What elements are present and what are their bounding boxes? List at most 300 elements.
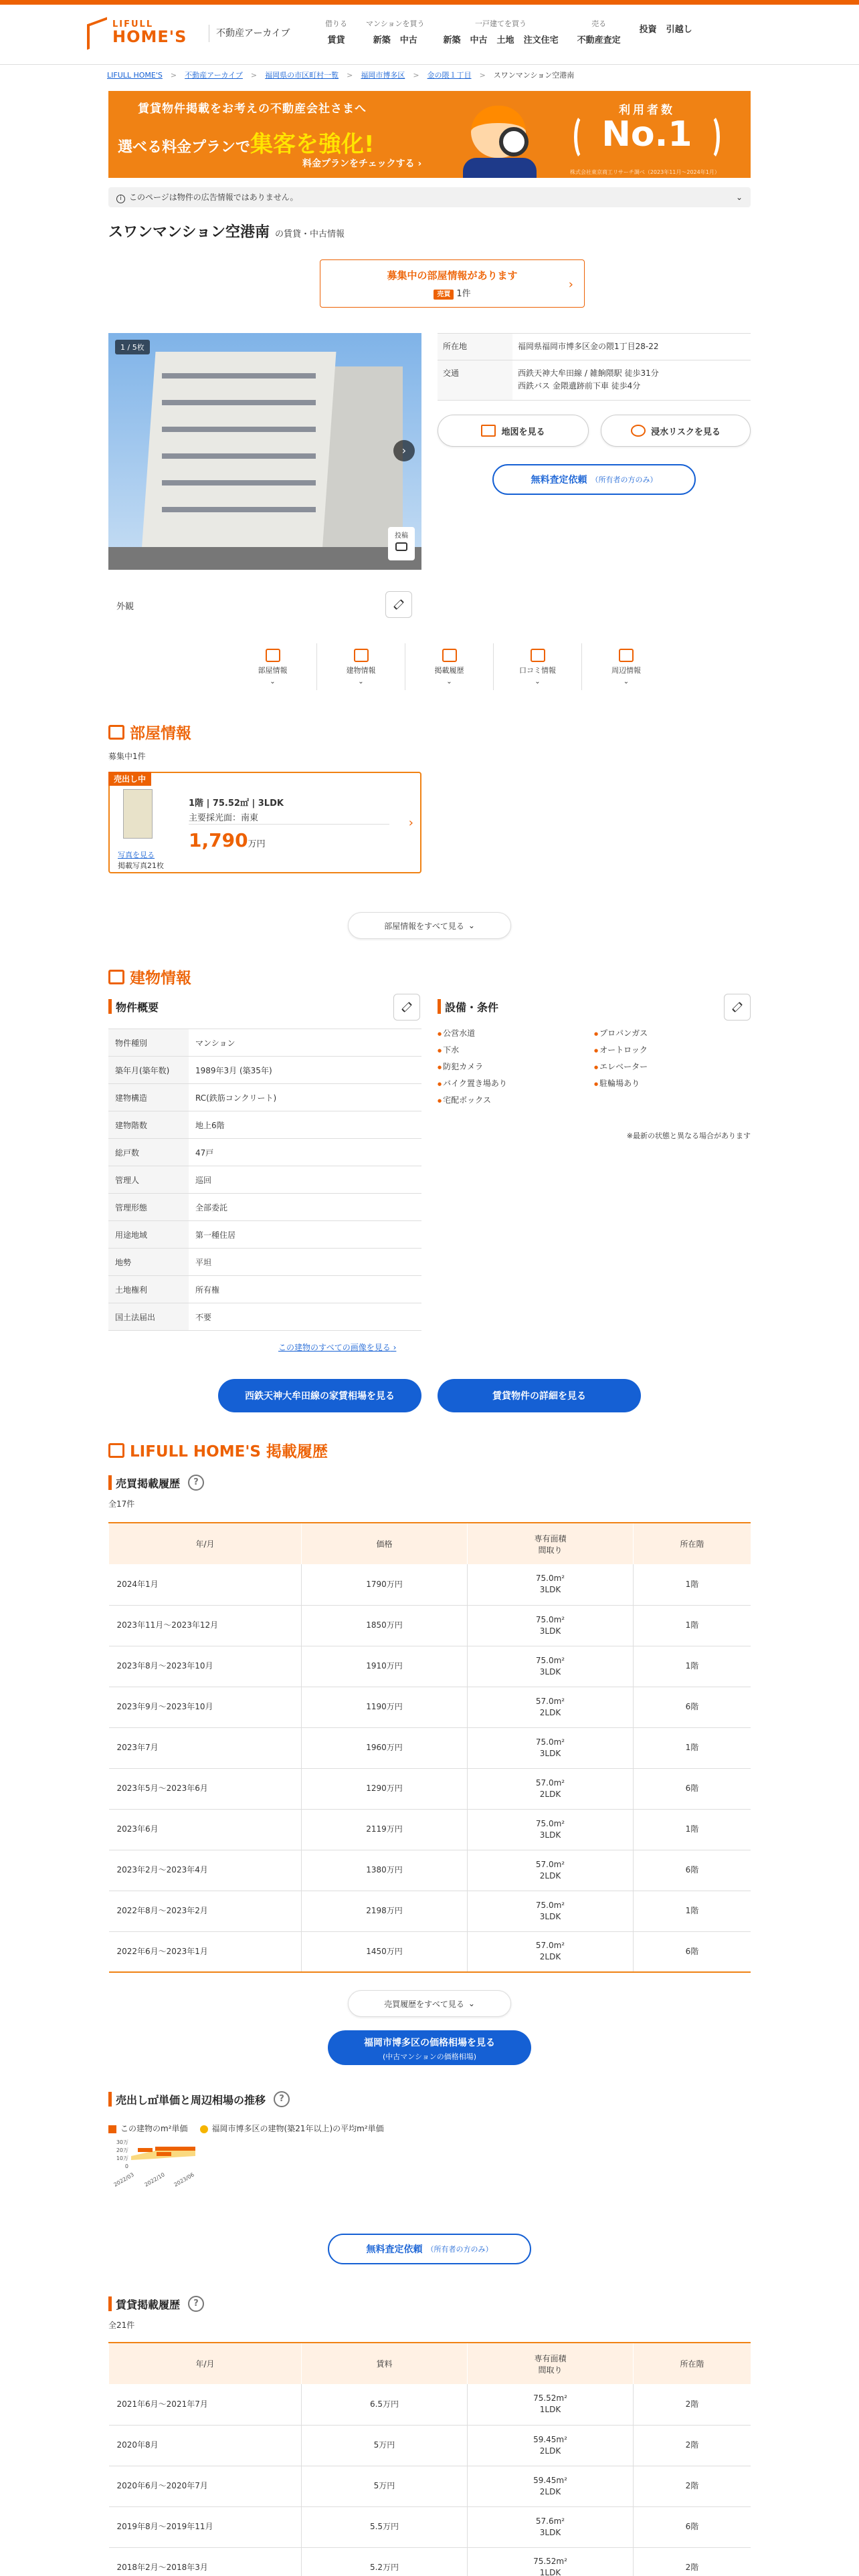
- room-more-button[interactable]: 部屋情報をすべて見る ⌄: [348, 912, 511, 939]
- cell-area-layout: [468, 2506, 634, 2547]
- all-images-link[interactable]: この建物のすべての画像を見る ›: [278, 1343, 397, 1352]
- cell-period: 2020年6月～2020年7月: [109, 2466, 302, 2506]
- overview-label: 地勢: [108, 1249, 189, 1275]
- history-icon: [108, 1443, 124, 1458]
- users-label: 利用者数: [619, 104, 675, 117]
- overview-value: マンション: [195, 1038, 235, 1048]
- nav-link[interactable]: 注文住宅: [523, 35, 559, 45]
- equipment-item: ● 駐輪場あり: [594, 1077, 751, 1089]
- map-icon: [481, 425, 496, 437]
- breadcrumb-item[interactable]: 福岡県の市区町村一覧: [265, 71, 339, 80]
- chevron-right-icon: >: [170, 70, 177, 80]
- breadcrumb-item[interactable]: LIFULL HOME'S: [107, 70, 163, 80]
- flood-risk-button[interactable]: 浸水リスクを見る: [601, 415, 751, 447]
- nav-link[interactable]: 土地: [496, 35, 514, 45]
- nav-link[interactable]: 中古: [399, 35, 417, 45]
- site-header: [0, 5, 859, 65]
- photo-counter: 1 / 5枚: [115, 340, 150, 354]
- room-spec: 1階 | 75.52㎡ | 3LDK: [189, 798, 284, 809]
- column-header: 価格: [302, 1523, 468, 1564]
- sale-count: 全17件: [108, 1499, 135, 1509]
- room-count: 募集中1件: [108, 752, 146, 761]
- room-icon: [108, 725, 124, 740]
- nav-caption: 一戸建てを買う: [475, 19, 527, 28]
- trend-title: 売出し㎡単価と周辺相場の推移 ?: [108, 2092, 290, 2107]
- cell-floor: 2階: [634, 2547, 751, 2576]
- cell-period: 2023年2月～2023年4月: [109, 1850, 302, 1891]
- tab-icon: [266, 649, 280, 662]
- column-header: 専有面積 間取り: [468, 1523, 634, 1564]
- rent-market-button[interactable]: 西鉄天神大牟田線の家賃相場を見る: [218, 1379, 421, 1412]
- recruit-count: 1件: [456, 289, 471, 299]
- chevron-right-icon: >: [347, 70, 353, 80]
- cell-area: 75.0m²: [535, 1737, 565, 1747]
- free-assessment-button-2[interactable]: 無料査定依頼 （所有者の方のみ）: [328, 2234, 531, 2264]
- tab-label: 口コミ情報: [519, 665, 556, 675]
- room-orientation: 主要採光面：南東: [189, 813, 259, 823]
- cell-layout: 3LDK: [539, 1585, 561, 1595]
- cell-area-layout: [468, 2466, 634, 2506]
- equipment-item: ● 下水: [438, 1044, 594, 1055]
- cell-period: 2024年1月: [109, 1564, 302, 1605]
- nav-link[interactable]: 引越し: [666, 25, 692, 35]
- title-suffix: の賃貸・中古情報: [275, 229, 345, 239]
- nav-group: [357, 18, 434, 45]
- cell-price: 1850万円: [302, 1605, 468, 1646]
- cell-area: 57.0m²: [535, 1778, 565, 1788]
- recruit-text: 募集中の部屋情報があります: [387, 270, 518, 282]
- y-tick: 0: [124, 2163, 128, 2169]
- cell-area-layout: [468, 1931, 634, 1972]
- trend-chart: [108, 2137, 215, 2195]
- cell-area: 75.0m²: [535, 1818, 565, 1828]
- overview-row: [108, 1057, 421, 1084]
- overview-row: [108, 1139, 421, 1166]
- property-photo[interactable]: [108, 333, 421, 570]
- overview-row: [108, 1111, 421, 1139]
- section-tabs: [229, 643, 670, 690]
- cell-floor: 1階: [634, 1605, 751, 1646]
- logo-small: LIFULL: [112, 19, 154, 29]
- info-label: 所在地: [438, 334, 512, 360]
- cell-area-layout: [468, 2547, 634, 2576]
- nav-link[interactable]: 賃貸: [327, 35, 345, 45]
- cell-floor: 1階: [634, 1809, 751, 1850]
- cell-price: 1960万円: [302, 1727, 468, 1768]
- cell-layout: 1LDK: [539, 2568, 561, 2576]
- cell-period: 2022年6月～2023年1月: [109, 1931, 302, 1972]
- photo-caption: 外観: [116, 602, 134, 612]
- table-row: [109, 2466, 751, 2506]
- price-market-button[interactable]: 福岡市博多区の価格相場を見る (中古マンションの価格相場): [328, 2030, 531, 2065]
- edit-photo-button[interactable]: [385, 591, 412, 618]
- map-button[interactable]: 地図を見る: [438, 415, 589, 447]
- page-title: [108, 221, 345, 241]
- overview-label: 築年月(築年数): [108, 1057, 189, 1083]
- cell-area-layout: [468, 1850, 634, 1891]
- equipment-item: ● 公営水道: [438, 1027, 594, 1039]
- cell-price: 2198万円: [302, 1891, 468, 1931]
- nav-group: [316, 18, 357, 45]
- table-row: [109, 1768, 751, 1809]
- tab-3[interactable]: [494, 643, 582, 690]
- breadcrumb-item: スワンマンション空港南: [493, 71, 575, 80]
- cell-floor: 1階: [634, 1646, 751, 1687]
- own-price-bar: [155, 2147, 195, 2151]
- overview-value: 不要: [195, 1312, 212, 1322]
- cell-area-layout: [468, 1605, 634, 1646]
- free-assessment-button[interactable]: 無料査定依頼 （所有者の方のみ）: [492, 464, 696, 495]
- cell-layout: 2LDK: [539, 1707, 561, 1717]
- nav-caption: 売る: [591, 19, 607, 28]
- cell-period: 2023年11月～2023年12月: [109, 1605, 302, 1646]
- table-header-row: [109, 2343, 751, 2384]
- tab-4[interactable]: [582, 643, 670, 690]
- chevron-right-icon: >: [250, 70, 258, 80]
- rent-detail-button[interactable]: 賃貸物件の詳細を見る: [438, 1379, 641, 1412]
- table-row: [109, 2425, 751, 2466]
- y-tick: 30万: [116, 2139, 128, 2145]
- cell-layout: 2LDK: [539, 1952, 561, 1962]
- tab-icon: [619, 649, 634, 662]
- nav-link[interactable]: 新築: [373, 35, 391, 45]
- ad-notice-text: このページは物件の広告情報ではありません。: [129, 193, 298, 202]
- room-card[interactable]: [108, 772, 421, 873]
- overview-row: [108, 1276, 421, 1303]
- cell-area: 75.0m²: [535, 1574, 565, 1584]
- cell-area-layout: [468, 1768, 634, 1809]
- cell-area-layout: [468, 1727, 634, 1768]
- overview-value: 第一種住居: [195, 1230, 236, 1240]
- cell-layout: 2LDK: [539, 1870, 561, 1881]
- tab-label: 周辺情報: [611, 665, 641, 675]
- overview-label: 土地権利: [108, 1276, 189, 1303]
- tab-icon: [442, 649, 457, 662]
- info-value: 福岡県福岡市博多区金の隈1丁目28-22: [518, 342, 659, 351]
- cell-layout: 2LDK: [539, 2446, 561, 2456]
- help-icon[interactable]: ?: [188, 1475, 204, 1491]
- cell-price: 5.2万円: [302, 2547, 468, 2576]
- own-price-bar: [138, 2148, 153, 2152]
- equipment-item: ● プロパンガス: [594, 1027, 751, 1039]
- table-row: [109, 1931, 751, 1972]
- y-tick: 10万: [116, 2155, 128, 2161]
- global-nav: [316, 18, 702, 45]
- sale-history-title: 売買掲載履歴 ?: [108, 1475, 204, 1490]
- info-label: 交通: [438, 360, 512, 399]
- table-row: [109, 1605, 751, 1646]
- cell-area-layout: [468, 2384, 634, 2425]
- recruit-tag: 売買: [434, 290, 454, 300]
- breadcrumb-item[interactable]: 福岡市博多区: [361, 71, 405, 80]
- equipment-note: ※最新の状態と異なる場合があります: [626, 1132, 751, 1140]
- cell-floor: 6階: [634, 1768, 751, 1809]
- cell-period: 2021年6月～2021年7月: [109, 2384, 302, 2425]
- help-icon[interactable]: ?: [188, 2296, 204, 2312]
- tab-icon: [531, 649, 545, 662]
- rent-history-title: 賃貸掲載履歴 ?: [108, 2296, 204, 2311]
- cell-period: 2023年8月～2023年10月: [109, 1646, 302, 1687]
- cell-price: 1450万円: [302, 1931, 468, 1972]
- x-tick: 2022/10: [143, 2171, 166, 2188]
- cell-floor: 1階: [634, 1727, 751, 1768]
- no1-text: No.1: [601, 114, 692, 154]
- overview-label: 総戸数: [108, 1139, 189, 1166]
- cell-price: 5万円: [302, 2466, 468, 2506]
- legend-own: この建物のm²単価: [108, 2123, 188, 2134]
- cell-area-layout: [468, 1646, 634, 1687]
- overview-row: [108, 1084, 421, 1111]
- pencil-icon: [401, 1002, 412, 1012]
- cell-price: 5.5万円: [302, 2506, 468, 2547]
- x-tick: 2023/06: [173, 2171, 195, 2188]
- equipment-item: ● 宅配ボックス: [438, 1094, 594, 1105]
- cell-area: 75.52m²: [533, 2393, 567, 2403]
- overview-label: 管理人: [108, 1166, 189, 1193]
- overview-row: [108, 1166, 421, 1194]
- table-row: [109, 1809, 751, 1850]
- cell-layout: 2LDK: [539, 2486, 561, 2496]
- edit-equipment-button[interactable]: [724, 994, 751, 1021]
- chevron-down-icon: ⌄: [735, 193, 743, 202]
- location-table: [438, 333, 751, 401]
- chevron-down-icon: ⌄: [270, 677, 276, 685]
- building-icon: [108, 970, 124, 984]
- tab-label: 部屋情報: [258, 665, 288, 675]
- table-row: [109, 1891, 751, 1931]
- cell-area-layout: [468, 1809, 634, 1850]
- overview-value: RC(鉄筋コンクリート): [195, 1093, 277, 1103]
- rent-count: 全21件: [108, 2321, 135, 2330]
- top-accent-bar: [0, 0, 859, 5]
- no1-badge: [570, 100, 724, 167]
- nav-link[interactable]: 投資: [639, 25, 657, 35]
- cell-price: 2119万円: [302, 1809, 468, 1850]
- tab-1[interactable]: [317, 643, 405, 690]
- chevron-down-icon: ⌄: [468, 921, 475, 930]
- nav-group: [568, 18, 630, 45]
- cell-layout: 3LDK: [539, 1748, 561, 1758]
- nav-group: [630, 18, 702, 45]
- overview-label: 建物階数: [108, 1111, 189, 1138]
- banner-line2: 選べる料金プランで集客を強化!: [118, 131, 375, 158]
- chevron-down-icon: ⌄: [446, 677, 452, 685]
- cell-layout: 1LDK: [539, 2405, 561, 2415]
- cell-area: 75.0m²: [535, 1655, 565, 1665]
- cell-floor: 1階: [634, 1564, 751, 1605]
- info-icon: i: [116, 195, 125, 203]
- cell-layout: 3LDK: [539, 1626, 561, 1636]
- rent-history-table: [108, 2342, 751, 2576]
- overview-table: [108, 1029, 421, 1331]
- cell-period: 2023年6月: [109, 1809, 302, 1850]
- cell-price: 1380万円: [302, 1850, 468, 1891]
- cell-area: 59.45m²: [533, 2475, 567, 2485]
- tab-icon: [354, 649, 369, 662]
- room-status-tag: 売出し中: [108, 772, 151, 786]
- cell-period: 2023年9月～2023年10月: [109, 1687, 302, 1727]
- table-row: [109, 2384, 751, 2425]
- cell-area: 57.6m²: [535, 2516, 565, 2526]
- sale-more-button[interactable]: 売買履歴をすべて見る ⌄: [348, 1990, 511, 2017]
- overview-row: [108, 1194, 421, 1221]
- photo-count: 掲載写真21枚: [118, 861, 164, 870]
- breadcrumb-item[interactable]: 不動産アーカイブ: [185, 71, 243, 80]
- logo-big: HOME'S: [112, 27, 187, 46]
- cell-price: 1790万円: [302, 1564, 468, 1605]
- cell-price: 1910万円: [302, 1646, 468, 1687]
- banner-cta[interactable]: 料金プランをチェックする ›: [302, 158, 422, 169]
- pencil-icon: [732, 1002, 743, 1012]
- overview-value: 地上6階: [195, 1120, 225, 1130]
- cell-floor: 1階: [634, 1891, 751, 1931]
- ad-notice-accordion[interactable]: [108, 187, 751, 207]
- own-price-bar: [157, 2152, 171, 2156]
- overview-value: 1989年3月 (築35年): [195, 1065, 272, 1075]
- cell-floor: 2階: [634, 2384, 751, 2425]
- overview-label: 国土法届出: [108, 1303, 189, 1330]
- mascot-image: [456, 98, 543, 175]
- flood-icon: [631, 425, 646, 437]
- banner-note: 株式会社東京商工リサーチ調べ（2023年11月～2024年1月）: [570, 169, 720, 175]
- building-section-title: 建物情報: [108, 966, 191, 988]
- tab-label: 建物情報: [346, 665, 376, 675]
- cell-area: 57.0m²: [535, 1859, 565, 1869]
- cell-area: 75.0m²: [535, 1900, 565, 1910]
- logo-subtitle: 不動産アーカイブ: [209, 25, 290, 42]
- ad-banner[interactable]: [108, 91, 751, 178]
- overview-label: 用途地域: [108, 1221, 189, 1248]
- nav-caption: マンションを買う: [366, 19, 425, 28]
- x-tick: 2022/03: [112, 2171, 135, 2188]
- nav-link[interactable]: 不動産査定: [577, 35, 621, 45]
- y-tick: 20万: [116, 2147, 128, 2153]
- cell-floor: 6階: [634, 1687, 751, 1727]
- help-icon[interactable]: ?: [274, 2091, 290, 2107]
- tab-0[interactable]: [229, 643, 317, 690]
- column-header: 賃料: [302, 2343, 468, 2384]
- camera-icon: [395, 542, 407, 551]
- chevron-down-icon: ⌄: [468, 1999, 475, 2008]
- breadcrumb: [107, 70, 574, 80]
- table-row: [109, 1727, 751, 1768]
- property-name: スワンマンション空港南: [108, 224, 270, 241]
- cell-floor: 6階: [634, 2506, 751, 2547]
- table-row: [109, 1850, 751, 1891]
- cell-price: 6.5万円: [302, 2384, 468, 2425]
- overview-value: 所有権: [195, 1285, 220, 1295]
- nav-link[interactable]: 新築: [443, 35, 461, 45]
- overview-row: [108, 1029, 421, 1057]
- cell-area: 57.0m²: [535, 1696, 565, 1706]
- cell-period: 2019年8月～2019年11月: [109, 2506, 302, 2547]
- history-section-title: LIFULL HOME'S 掲載履歴: [108, 1439, 328, 1461]
- cell-layout: 3LDK: [539, 1911, 561, 1921]
- overview-title: 物件概要: [108, 999, 159, 1014]
- equipment-item: ● バイク置き場あり: [438, 1077, 594, 1089]
- info-value: 西鉄天神大牟田線 / 雑餉隈駅 徒歩31分 西鉄バス 金隈遺跡前下車 徒歩4分: [518, 368, 659, 391]
- cell-price: 1190万円: [302, 1687, 468, 1727]
- cell-floor: 6階: [634, 1850, 751, 1891]
- site-logo[interactable]: [86, 19, 187, 45]
- photo-link[interactable]: 写真を見る: [118, 851, 155, 859]
- chevron-right-icon: ›: [568, 278, 573, 292]
- cell-layout: 3LDK: [539, 1667, 561, 1677]
- cell-price: 1290万円: [302, 1768, 468, 1809]
- cell-area-layout: [468, 1687, 634, 1727]
- recruit-rooms-button[interactable]: [320, 259, 585, 308]
- room-price: 1,790万円: [189, 829, 266, 851]
- cell-period: 2018年2月～2018年3月: [109, 2547, 302, 2576]
- column-header: 専有面積 間取り: [468, 2343, 634, 2384]
- chevron-right-icon: ›: [408, 816, 413, 830]
- overview-value: 平坦: [195, 1257, 212, 1267]
- info-row: [438, 360, 751, 400]
- cell-area-layout: [468, 1564, 634, 1605]
- edit-overview-button[interactable]: [393, 994, 420, 1021]
- cell-area: 75.0m²: [535, 1614, 565, 1624]
- chevron-right-icon: >: [413, 70, 419, 80]
- trend-legend: [108, 2123, 384, 2134]
- cell-layout: 3LDK: [539, 1830, 561, 1840]
- column-header: 年/月: [109, 2343, 302, 2384]
- table-row: [109, 1646, 751, 1687]
- nav-group: [434, 18, 568, 45]
- cell-layout: 2LDK: [539, 1789, 561, 1799]
- overview-label: 建物構造: [108, 1084, 189, 1111]
- info-row: [438, 334, 751, 360]
- floor-plan-image: [123, 789, 153, 839]
- overview-value: 巡回: [195, 1175, 212, 1185]
- tab-label: 掲載履歴: [434, 665, 464, 675]
- column-header: 所在階: [634, 1523, 751, 1564]
- legend-area: 福岡市博多区の建物(築21年以上)の平均m²単価: [200, 2123, 384, 2134]
- breadcrumb-item[interactable]: 金の隈１丁目: [427, 71, 472, 80]
- sale-history-table: [108, 1522, 751, 1973]
- overview-label: 管理形態: [108, 1194, 189, 1220]
- overview-row: [108, 1249, 421, 1276]
- cell-area: 57.0m²: [535, 1941, 565, 1951]
- overview-label: 物件種別: [108, 1029, 189, 1056]
- room-section-title: 部屋情報: [108, 721, 191, 743]
- overview-value: 47戸: [195, 1148, 214, 1158]
- cell-price: 5万円: [302, 2425, 468, 2466]
- equipment-item: ● エレベーター: [594, 1061, 751, 1072]
- photo-post-button[interactable]: 投稿: [388, 527, 415, 560]
- nav-caption: 借りる: [325, 19, 347, 28]
- nav-link[interactable]: 中古: [470, 35, 488, 45]
- cell-period: 2023年7月: [109, 1727, 302, 1768]
- cell-area: 75.52m²: [533, 2557, 567, 2567]
- equipment-title: 設備・条件: [438, 999, 498, 1014]
- cell-period: 2022年8月～2023年2月: [109, 1891, 302, 1931]
- equipment-list: [438, 1027, 751, 1105]
- cell-period: 2020年8月: [109, 2425, 302, 2466]
- overview-row: [108, 1221, 421, 1249]
- table-row: [109, 1564, 751, 1605]
- next-photo-button[interactable]: ›: [393, 440, 415, 461]
- cell-area-layout: [468, 1891, 634, 1931]
- banner-line1: 賃貸物件掲載をお考えの不動産会社さまへ: [138, 102, 367, 116]
- cell-period: 2023年5月～2023年6月: [109, 1768, 302, 1809]
- cell-floor: 2階: [634, 2466, 751, 2506]
- table-row: [109, 2547, 751, 2576]
- equipment-item: ● 防犯カメラ: [438, 1061, 594, 1072]
- table-row: [109, 1687, 751, 1727]
- tab-2[interactable]: [405, 643, 494, 690]
- equipment-item: ● オートロック: [594, 1044, 751, 1055]
- overview-value: 全部委託: [195, 1202, 228, 1212]
